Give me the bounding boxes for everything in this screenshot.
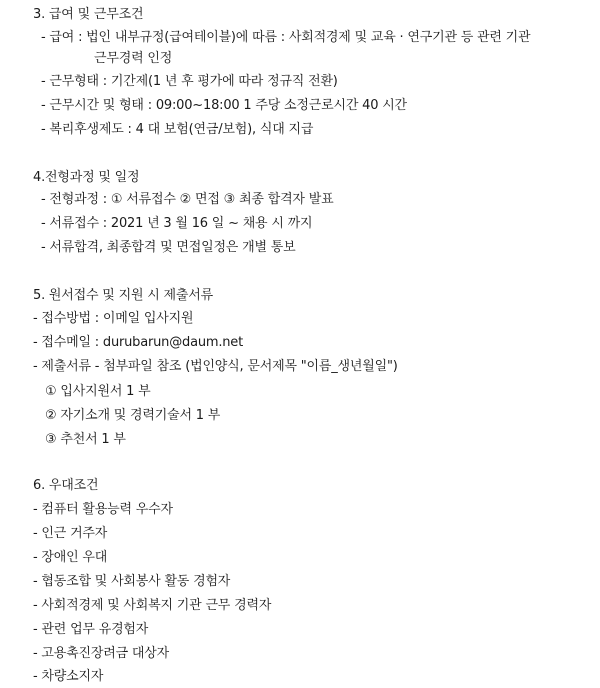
salary-item-continued: 근무경력 인정 [94, 51, 173, 66]
section-3-heading: 3. 급여 및 근무조건 [33, 7, 144, 22]
preference-item: - 관련 업무 유경험자 [33, 622, 149, 637]
application-email-item: - 접수메일 : durubarun@daum.net [33, 335, 244, 350]
selection-process-item: - 전형과정 : ① 서류접수 ② 면접 ③ 최종 합격자 발표 [41, 192, 334, 207]
preference-item: - 컴퓨터 활용능력 우수자 [33, 502, 173, 517]
preference-item: - 고용촉진장려금 대상자 [33, 646, 169, 661]
document-recommendation: ③ 추천서 1 부 [45, 432, 126, 447]
working-hours-item: - 근무시간 및 형태 : 09:00~18:00 1 주당 소정근로시간 40 시간 [41, 98, 407, 113]
section-5-heading: 5. 원서접수 및 지원 시 제출서류 [33, 288, 213, 303]
application-method-item: - 접수방법 : 이메일 입사지원 [33, 311, 194, 326]
preference-item: - 장애인 우대 [33, 550, 108, 565]
document-self-introduction: ② 자기소개 및 경력기술서 1 부 [45, 408, 221, 423]
section-6-heading: 6. 우대조건 [33, 478, 99, 493]
required-documents-item: - 제출서류 - 첨부파일 참조 (법인양식, 문서제목 "이름_생년월일") [33, 359, 398, 374]
preference-item: - 사회적경제 및 사회복지 기관 근무 경력자 [33, 598, 272, 613]
welfare-item: - 복리후생제도 : 4 대 보험(연금/보험), 식대 지급 [41, 122, 314, 137]
section-4-heading: 4.전형과정 및 일정 [33, 170, 140, 185]
employment-type-item: - 근무형태 : 기간제(1 년 후 평가에 따라 정규직 전환) [41, 74, 338, 89]
preference-item: - 인근 거주자 [33, 526, 108, 541]
application-period-item: - 서류접수 : 2021 년 3 월 16 일 ~ 채용 시 까지 [41, 216, 313, 231]
preference-item: - 협동조합 및 사회봉사 활동 경험자 [33, 574, 231, 589]
document-application-form: ① 입사지원서 1 부 [45, 384, 151, 399]
notification-item: - 서류합격, 최종합격 및 면접일정은 개별 통보 [41, 240, 296, 255]
salary-item: - 급여 : 법인 내부규정(급여테이블)에 따름 : 사회적경제 및 교육 · 연구기관 등 관련 기관 [41, 30, 531, 45]
preference-item: - 차량소지자 [33, 669, 104, 684]
